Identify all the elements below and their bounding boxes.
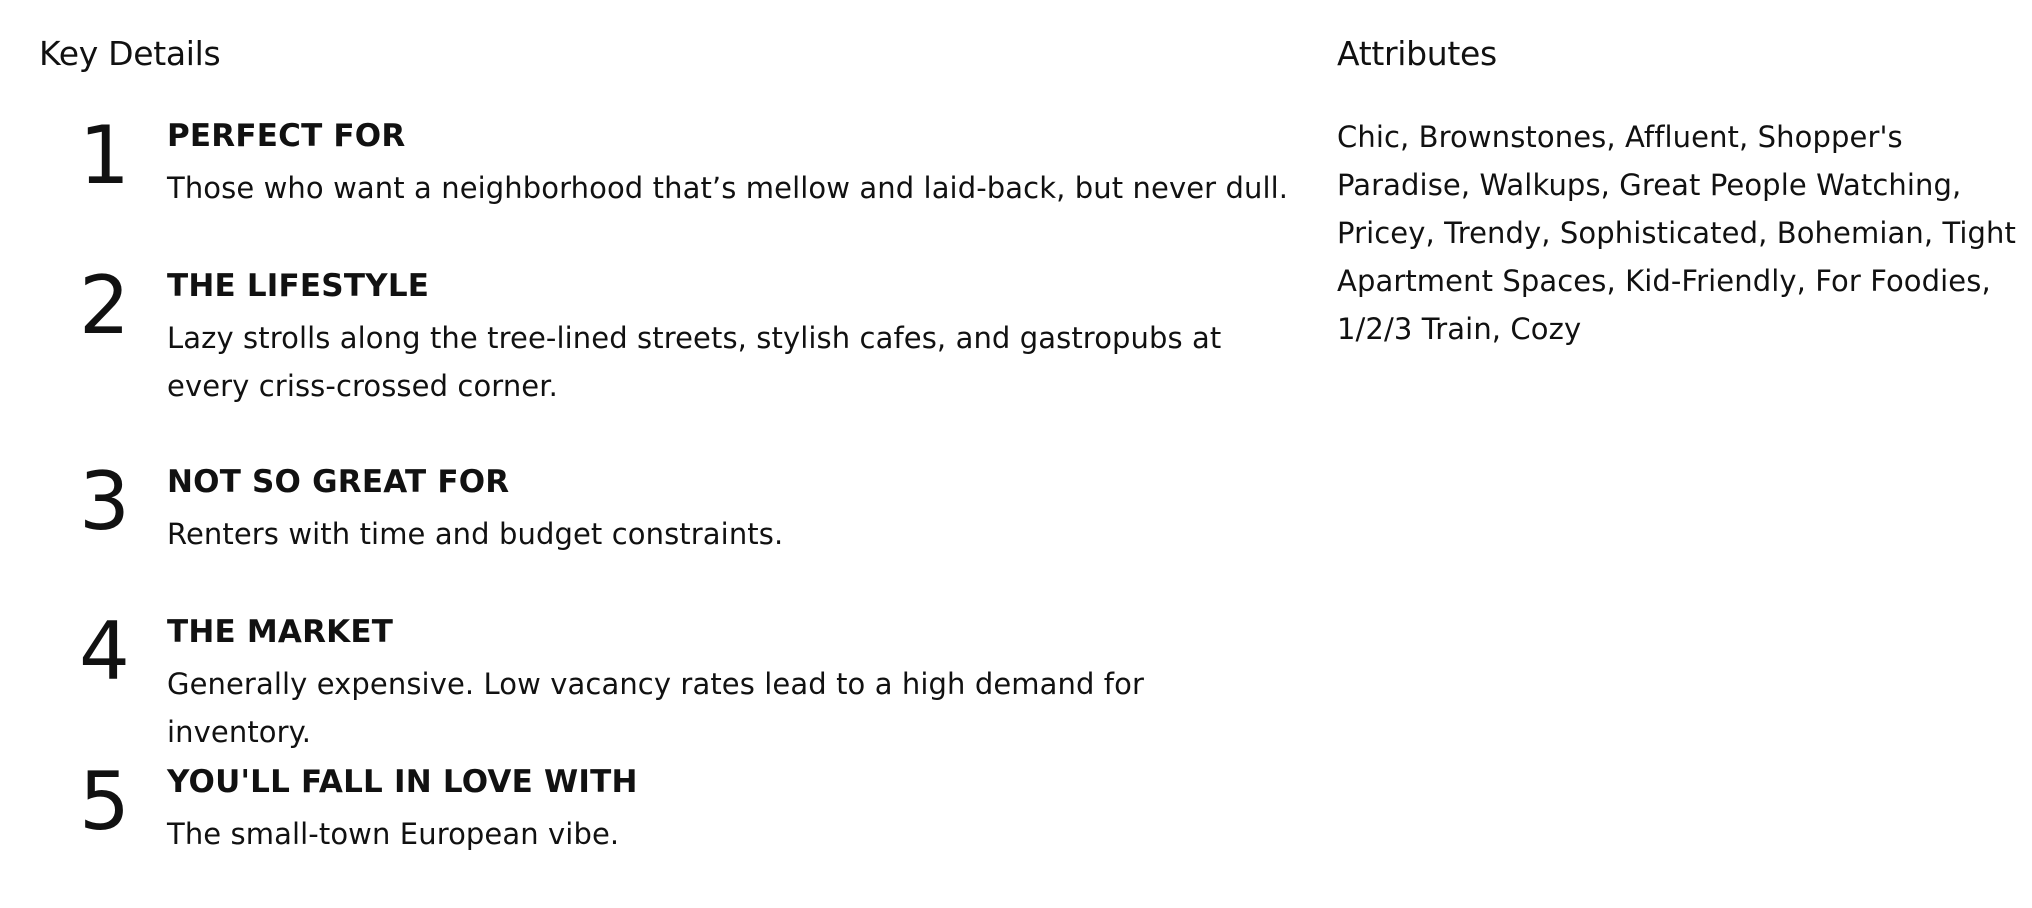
key-detail-item bbox=[39, 755, 1289, 882]
key-detail-label: PERFECT FOR bbox=[167, 118, 406, 154]
key-detail-item bbox=[39, 605, 1289, 762]
key-detail-number: 3 bbox=[79, 455, 128, 548]
key-detail-number: 2 bbox=[79, 259, 128, 352]
attributes-heading: Attributes bbox=[1337, 34, 1497, 73]
key-detail-text: Generally expensive. Low vacancy rates lead to a high demand for inventory. bbox=[167, 667, 1144, 749]
key-detail-item bbox=[39, 109, 1289, 266]
key-detail-label: NOT SO GREAT FOR bbox=[167, 464, 510, 500]
key-detail-number: 5 bbox=[79, 755, 128, 848]
key-detail-number: 1 bbox=[79, 109, 128, 202]
key-detail-text: Lazy strolls along the tree-lined streets, stylish cafes, and gastropubs at every criss-crossed corner. bbox=[167, 321, 1222, 403]
key-detail-item bbox=[39, 455, 1289, 612]
key-detail-text: Those who want a neighborhood that’s mellow and laid-back, but never dull. bbox=[167, 171, 1289, 205]
key-detail-label: THE LIFESTYLE bbox=[167, 268, 430, 304]
attributes-list: Chic, Brownstones, Affluent, Shopper's Paradise, Walkups, Great People Watching, Pricey, Trendy, Sophisticated, Bohemian, Tight Apartment Spaces, Kid-Friendly, For Foodies, 1/2/3 Train, Cozy bbox=[1337, 120, 2017, 346]
key-detail-label: YOU'LL FALL IN LOVE WITH bbox=[167, 764, 638, 800]
key-detail-text: The small-town European vibe. bbox=[167, 817, 620, 851]
key-details-list bbox=[39, 109, 1289, 882]
key-detail-label: THE MARKET bbox=[167, 614, 394, 650]
key-detail-text: Renters with time and budget constraints. bbox=[167, 517, 784, 551]
key-detail-item bbox=[39, 259, 1289, 462]
key-detail-number: 4 bbox=[79, 605, 128, 698]
key-details-heading: Key Details bbox=[39, 34, 221, 73]
